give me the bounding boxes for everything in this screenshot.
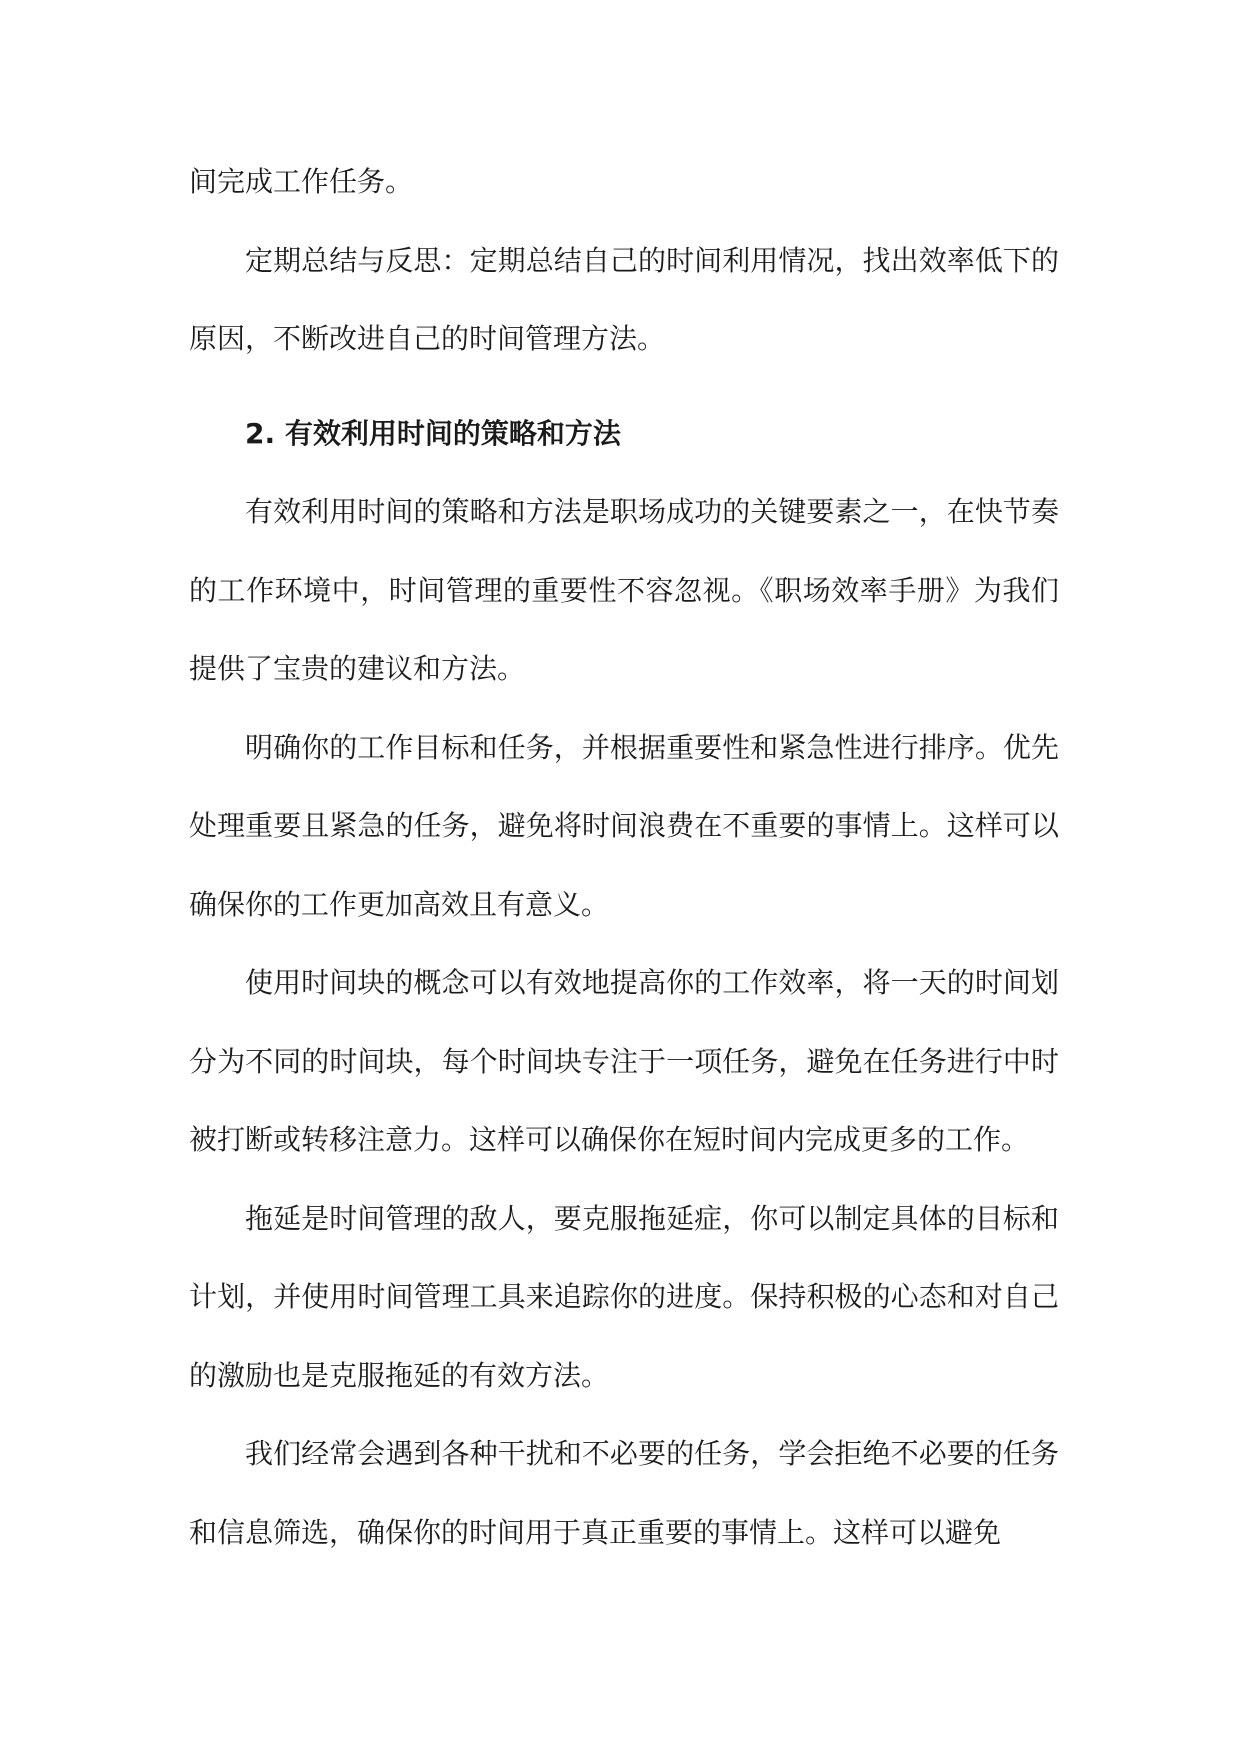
paragraph-review-reflection: 定期总结与反思：定期总结自己的时间利用情况，找出效率低下的原因，不断改进自己的时间管理方法。	[189, 243, 1059, 355]
paragraph-continuation: 间完成工作任务。	[189, 165, 414, 198]
paragraph-intro: 有效利用时间的策略和方法是职场成功的关键要素之一，在快节奏的工作环境中，时间管理的重要性不容忽视。《职场效率手册》为我们提供了宝贵的建议和方法。	[189, 495, 1059, 685]
paragraph-procrastination: 拖延是时间管理的敌人，要克服拖延症，你可以制定具体的目标和计划，并使用时间管理工具来追踪你的进度。保持积极的心态和对自己的激励也是克服拖延的有效方法。	[189, 1201, 1059, 1392]
paragraph-time-blocks: 使用时间块的概念可以有效地提高你的工作效率，将一天的时间划分为不同的时间块，每个时间块专注于一项任务，避免在任务进行中时被打断或转移注意力。这样可以确保你在短时间内完成更多的工作。	[189, 966, 1059, 1156]
section-heading: 2. 有效利用时间的策略和方法	[245, 416, 621, 450]
document-body	[189, 143, 1059, 1572]
paragraph-prioritize: 明确你的工作目标和任务，并根据重要性和紧急性进行排序。优先处理重要且紧急的任务，避免将时间浪费在不重要的事情上。这样可以确保你的工作更加高效且有意义。	[189, 730, 1059, 921]
paragraph-distractions: 我们经常会遇到各种干扰和不必要的任务，学会拒绝不必要的任务和信息筛选，确保你的时间用于真正重要的事情上。这样可以避免	[189, 1437, 1059, 1549]
